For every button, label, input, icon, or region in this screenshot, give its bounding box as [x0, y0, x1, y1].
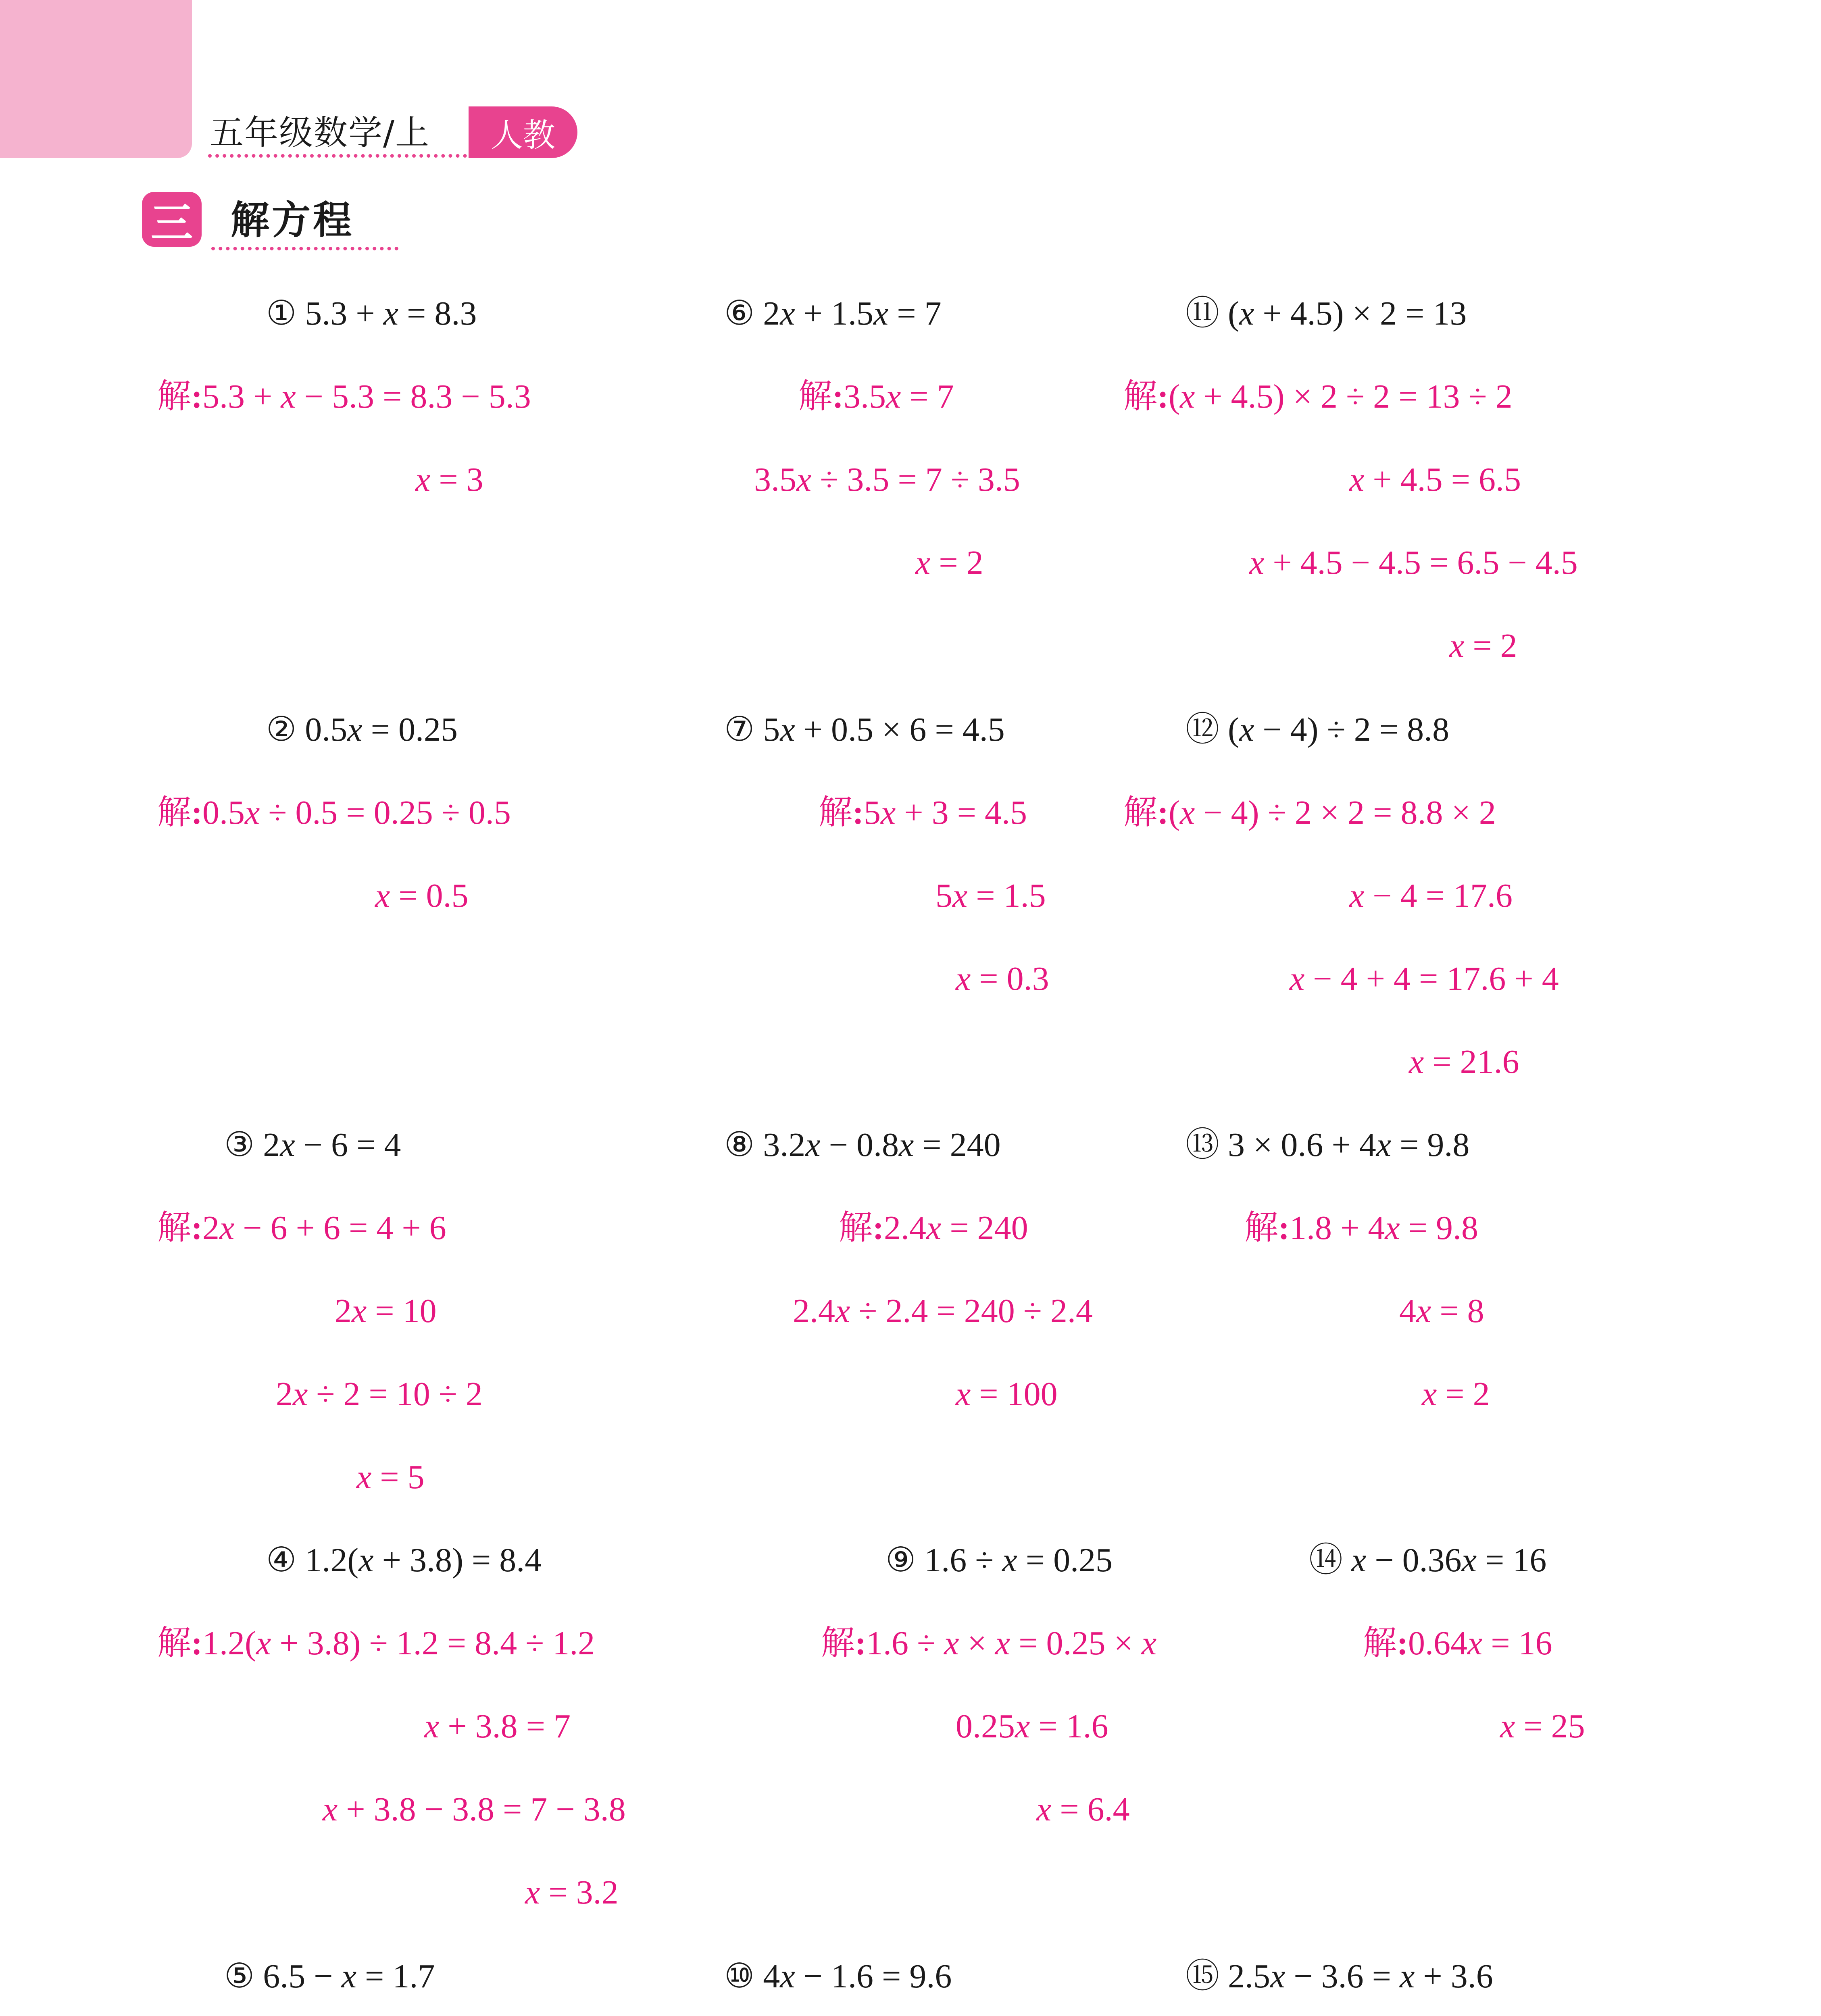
section-number-badge: 三 — [142, 192, 202, 247]
problem-12-solution-step: x − 4 + 4 = 17.6 + 4 — [1290, 960, 1559, 998]
problem-3-solution-step: 解:2x − 6 + 6 = 4 + 6 — [157, 1209, 446, 1247]
problem-11-solution-step: x + 4.5 = 6.5 — [1349, 461, 1521, 498]
problem-2-solution-step: x = 0.5 — [375, 877, 469, 914]
problem-8-solution-step: 2.4x ÷ 2.4 = 240 ÷ 2.4 — [793, 1292, 1093, 1330]
section-title: 解方程 — [231, 198, 354, 243]
problem-13-question: ⑬ 3 × 0.6 + 4x = 9.8 — [1186, 1126, 1470, 1164]
problem-7-solution-step: 5x = 1.5 — [936, 877, 1046, 914]
problem-6-solution-step: 3.5x ÷ 3.5 = 7 ÷ 3.5 — [754, 461, 1020, 498]
problem-8-question: ⑧ 3.2x − 0.8x = 240 — [724, 1126, 1001, 1164]
problem-13-solution-step: 4x = 8 — [1399, 1292, 1484, 1330]
problem-11-question: ⑪ (x + 4.5) × 2 = 13 — [1186, 295, 1467, 332]
problem-2-solution-step: 解:0.5x ÷ 0.5 = 0.25 ÷ 0.5 — [157, 794, 511, 831]
problem-12-solution-step: 解:(x − 4) ÷ 2 × 2 = 8.8 × 2 — [1123, 794, 1496, 831]
problem-4-solution-step: x + 3.8 − 3.8 = 7 − 3.8 — [323, 1791, 626, 1828]
problem-12-question: ⑫ (x − 4) ÷ 2 = 8.8 — [1186, 711, 1450, 748]
problem-4-solution-step: x = 3.2 — [525, 1874, 619, 1911]
problem-12-solution-step: x − 4 = 17.6 — [1349, 877, 1513, 914]
corner-tab — [0, 0, 192, 158]
problem-8-solution-step: x = 100 — [956, 1375, 1058, 1413]
problem-9-question: ⑨ 1.6 ÷ x = 0.25 — [885, 1541, 1113, 1579]
problem-13-solution-step: x = 2 — [1422, 1375, 1490, 1413]
problem-14-question: ⑭ x − 0.36x = 16 — [1309, 1541, 1547, 1579]
problem-1-solution-step: x = 3 — [415, 461, 483, 498]
problem-11-solution-step: x + 4.5 − 4.5 = 6.5 − 4.5 — [1249, 544, 1578, 581]
problem-6-solution-step: x = 2 — [915, 544, 983, 581]
problem-4-solution-step: 解:1.2(x + 3.8) ÷ 1.2 = 8.4 ÷ 1.2 — [157, 1624, 595, 1662]
problem-4-solution-step: x + 3.8 = 7 — [424, 1708, 571, 1745]
problem-4-question: ④ 1.2(x + 3.8) = 8.4 — [266, 1541, 542, 1579]
problem-9-solution-step: 解:1.6 ÷ x × x = 0.25 × x — [821, 1624, 1157, 1662]
problem-14-solution-step: x = 25 — [1500, 1708, 1585, 1745]
problem-13-solution-step: 解:1.8 + 4x = 9.8 — [1244, 1209, 1479, 1247]
problem-10-question: ⑩ 4x − 1.6 = 9.6 — [724, 1958, 952, 1995]
section-divider — [211, 247, 398, 250]
problem-1-question: ① 5.3 + x = 8.3 — [266, 295, 477, 332]
problem-7-solution-step: 解:5x + 3 = 4.5 — [819, 794, 1027, 831]
problem-11-solution-step: 解:(x + 4.5) × 2 ÷ 2 = 13 ÷ 2 — [1123, 378, 1513, 415]
problem-2-question: ② 0.5x = 0.25 — [266, 711, 458, 748]
problem-3-solution-step: 2x ÷ 2 = 10 ÷ 2 — [276, 1375, 483, 1413]
problem-3-solution-step: 2x = 10 — [335, 1292, 437, 1330]
problem-8-solution-step: 解:2.4x = 240 — [839, 1209, 1028, 1247]
problem-1-solution-step: 解:5.3 + x − 5.3 = 8.3 − 5.3 — [157, 378, 531, 415]
problem-6-solution-step: 解:3.5x = 7 — [798, 378, 954, 415]
problem-15-question: ⑮ 2.5x − 3.6 = x + 3.6 — [1186, 1958, 1493, 1995]
book-title: 五年级数学/上 — [210, 113, 430, 152]
problem-5-question: ⑤ 6.5 − x = 1.7 — [224, 1958, 435, 1995]
problem-9-solution-step: x = 6.4 — [1036, 1791, 1130, 1828]
edition-badge: 人教 — [469, 106, 577, 158]
problem-14-solution-step: 解:0.64x = 16 — [1363, 1624, 1552, 1662]
problem-9-solution-step: 0.25x = 1.6 — [956, 1708, 1108, 1745]
problem-7-solution-step: x = 0.3 — [956, 960, 1049, 998]
problem-11-solution-step: x = 2 — [1449, 627, 1517, 664]
problem-3-solution-step: x = 5 — [356, 1458, 425, 1496]
problem-6-question: ⑥ 2x + 1.5x = 7 — [724, 295, 942, 332]
problem-12-solution-step: x = 21.6 — [1409, 1043, 1519, 1081]
header-divider — [208, 154, 474, 158]
problem-3-question: ③ 2x − 6 = 4 — [224, 1126, 401, 1164]
problem-7-question: ⑦ 5x + 0.5 × 6 = 4.5 — [724, 711, 1005, 748]
